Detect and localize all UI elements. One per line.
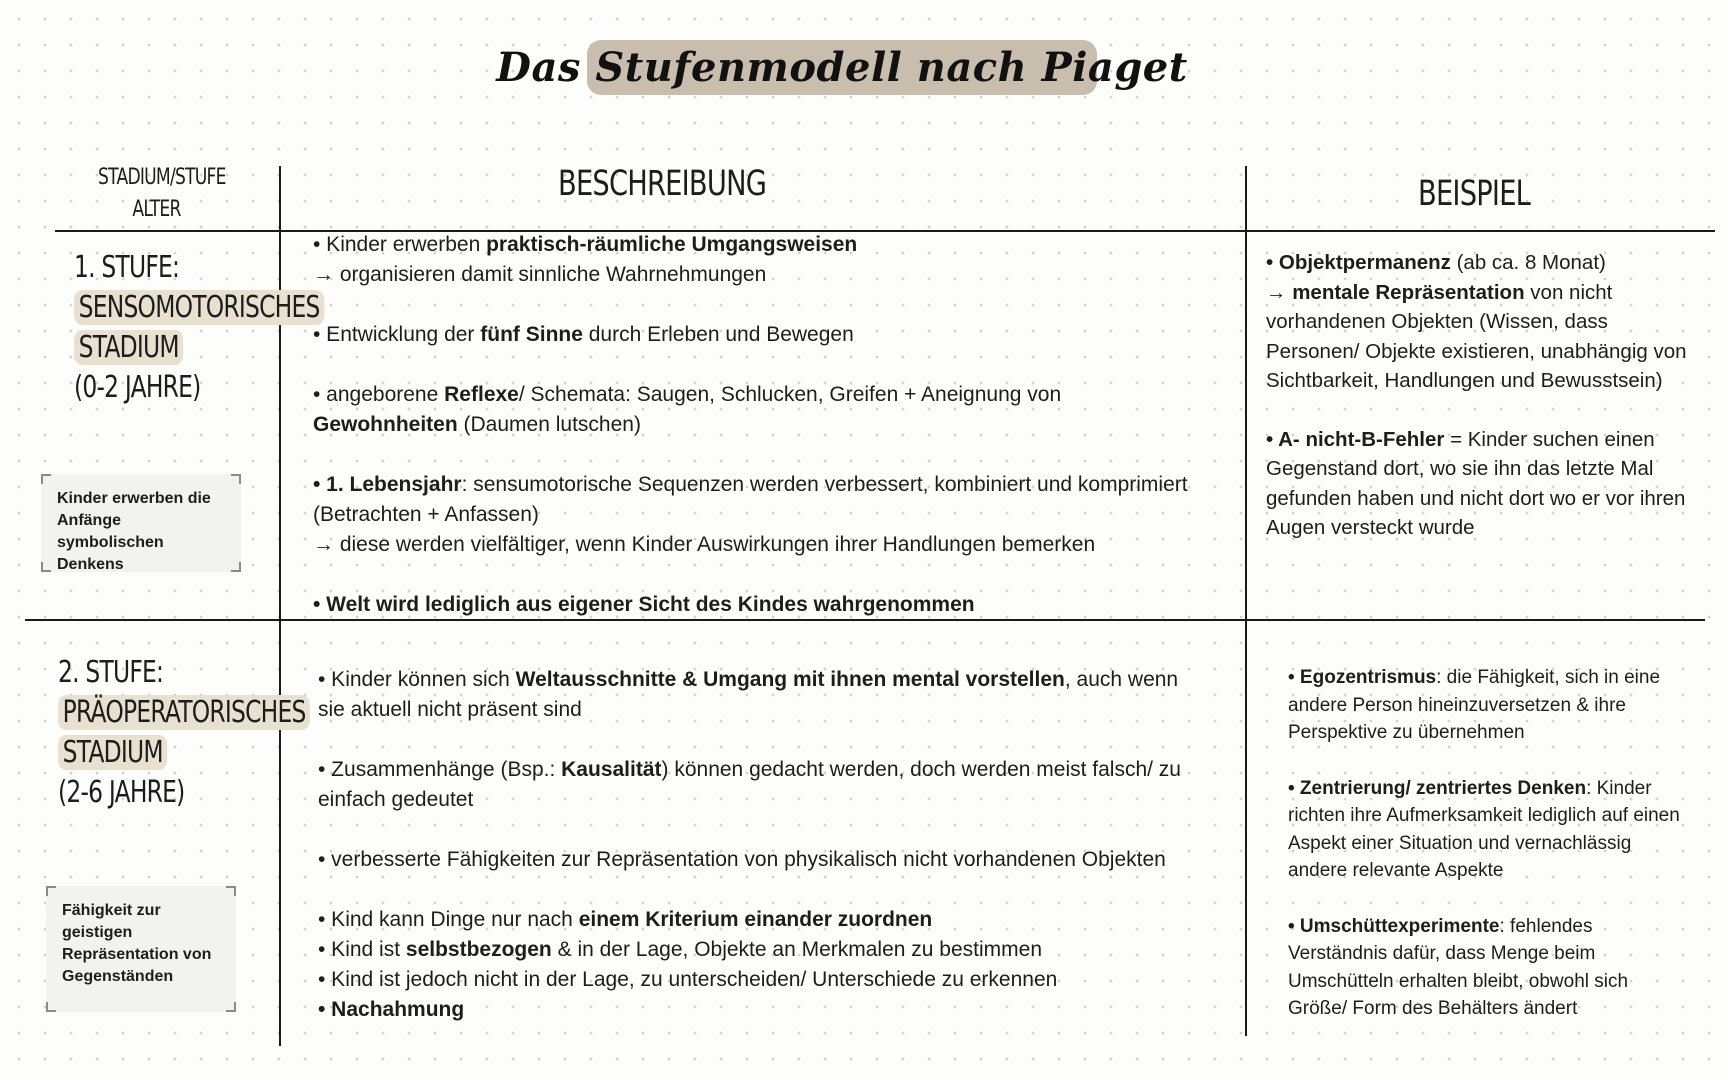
stage2-age: (2-6 JAHRE) xyxy=(58,775,185,810)
stage1-age: (0-2 JAHRE) xyxy=(74,370,201,405)
stage2-example-item: • Zentrierung/ zentriertes Denken: Kinder richten ihre Aufmerksamkeit lediglich auf einen Aspekt einer Situation und vernachlässig andere relevante Aspekte xyxy=(1288,777,1680,881)
stage2-title xyxy=(58,653,310,813)
stage1-label: 1. STUFE: xyxy=(74,250,180,285)
column-divider-right xyxy=(1245,166,1247,1036)
page-title-banner xyxy=(496,40,1188,95)
header-stage: STADIUM/STUFE xyxy=(98,165,226,190)
stage2-desc-item: • Nachahmung xyxy=(318,998,465,1021)
stage2-desc-item: • Kind kann Dinge nur nach einem Kriterium einander zuordnen xyxy=(318,908,933,931)
stage2-description xyxy=(318,665,1198,1025)
stage1-example-item: • Objektpermanenz (ab ca. 8 Monat) xyxy=(1266,251,1606,274)
stage2-desc-item: • Kind ist jedoch nicht in der Lage, zu unterscheiden/ Unterschiede zu erkennen xyxy=(318,968,1058,991)
stage1-example-item: • A- nicht-B-Fehler = Kinder suchen einen Gegenstand dort, wo sie ihn das letzte Mal gefunden haben und nicht dort wo er vor ihren Augen versteckt wurde xyxy=(1266,427,1686,539)
stage1-example xyxy=(1266,248,1696,543)
header-stage-age xyxy=(98,162,226,226)
stage2-note xyxy=(46,886,236,1012)
header-example: BEISPIEL xyxy=(1418,174,1531,214)
stage2-label: 2. STUFE: xyxy=(58,655,164,690)
stage2-desc-item: • Kind ist selbstbezogen & in der Lage, Objekte an Merkmalen zu bestimmen xyxy=(318,938,1043,961)
stage1-note xyxy=(41,474,241,572)
stage1-example-item: → mentale Repräsentation von nicht vorhandenen Objekten (Wissen, dass Personen/ Objekte existieren, unabhängig von Sichtbarkeit, Handlungen und Bewusstsein) xyxy=(1266,280,1687,392)
stage1-desc-item: • Kinder erwerben praktisch-räumliche Umgangsweisen xyxy=(313,233,858,256)
stage2-example-item: • Egozentrismus: die Fähigkeit, sich in eine andere Person hineinzuversetzen & ihre Perspektive zu übernehmen xyxy=(1288,667,1661,743)
stage1-desc-item: → diese werden vielfältiger, wenn Kinder Auswirkungen ihrer Handlungen bemerken xyxy=(313,533,1096,556)
stage1-title xyxy=(74,248,324,408)
stage1-desc-item: • 1. Lebensjahr: sensumotorische Sequenzen werden verbessert, kombiniert und komprimiert (Betrachten + Anfassen) xyxy=(313,473,1188,526)
stage1-desc-item: • Entwicklung der fünf Sinne durch Erleben und Bewegen xyxy=(313,323,854,346)
stage2-name-line1: PRÄOPERATORISCHES xyxy=(58,695,310,730)
stage1-note-text: Kinder erwerben die Anfänge symbolischen Denkens xyxy=(57,490,211,573)
stage1-desc-item: • Welt wird lediglich aus eigener Sicht des Kindes wahrgenommen xyxy=(313,593,975,616)
stage2-name-line2: STADIUM xyxy=(58,735,167,770)
stage1-name-line1: SENSOMOTORISCHES xyxy=(74,290,324,325)
stage1-desc-item: • angeborene Reflexe/ Schemata: Saugen, Schlucken, Greifen + Aneignung von Gewohnheiten (Daumen lutschen) xyxy=(313,383,1062,436)
stage2-example xyxy=(1288,664,1688,1023)
stage1-description xyxy=(313,230,1193,620)
stage1-desc-item: → organisieren damit sinnliche Wahrnehmungen xyxy=(313,263,767,286)
stage2-desc-item: • Kinder können sich Weltausschnitte & Umgang mit ihnen mental vorstellen, auch wenn sie aktuell nicht präsent sind xyxy=(318,668,1179,721)
stage1-name-line2: STADIUM xyxy=(74,330,183,365)
stage2-desc-item: • verbesserte Fähigkeiten zur Repräsentation von physikalisch nicht vorhandenen Objekten xyxy=(318,848,1166,871)
header-description: BESCHREIBUNG xyxy=(558,164,767,204)
header-age: ALTER xyxy=(132,197,181,222)
stage2-desc-item: • Zusammenhänge (Bsp.: Kausalität) können gedacht werden, doch werden meist falsch/ zu einfach gedeutet xyxy=(318,758,1181,811)
stage2-note-text: Fähigkeit zur geistigen Repräsentation von Gegenständen xyxy=(62,902,212,985)
stage2-example-item: • Umschüttexperimente: fehlendes Verständnis dafür, dass Menge beim Umschütteln erhalten bleibt, obwohl sich Größe/ Form des Behälters ändert xyxy=(1288,915,1629,1019)
page-title: Das Stufenmodell nach Piaget xyxy=(496,44,1188,91)
